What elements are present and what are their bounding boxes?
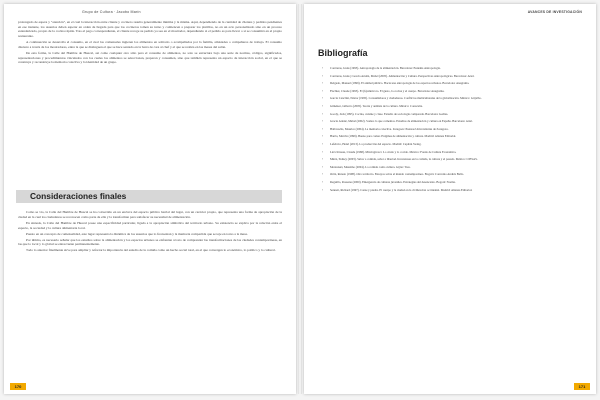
reference-item: • Mintz, Sidney (2003). Sabor a comida, sabor a libertad. Incursiones en la comida, la cultura y el pasado. México: CIESAS. bbox=[322, 157, 584, 161]
left-page bbox=[4, 4, 296, 394]
section-title: Consideraciones finales bbox=[30, 191, 127, 201]
conclusion-paragraph: Todo lo anterior finalmente sirve para ampliar y reforzar la importancia del estudio de la comida como un hecho social total, en el que convergen lo económico, lo político y lo cultural. bbox=[26, 248, 276, 253]
page-number: 171 bbox=[574, 383, 590, 390]
reference-item: • Lévi-Strauss, Claude (1968). Mitológicas I. Lo crudo y lo cocido. México: Fondo de Cultura Económica. bbox=[322, 150, 584, 154]
bibliography-title: Bibliografía bbox=[318, 48, 368, 58]
reference-item: • Gracia Arnáiz, Mabel (2002). Somos lo que comemos. Estudios de alimentación y cultura en España. Barcelona: Ariel. bbox=[322, 119, 584, 123]
left-running-head: Grupo de Cultura · Jacobo Marín bbox=[82, 10, 141, 14]
reference-item: • García Canclini, Néstor (1995). Consumidores y ciudadanos. Conflictos multiculturales de la globalización. México: Grijalbo. bbox=[322, 96, 584, 100]
reference-item: • Giménez, Gilberto (2005). Teoría y análisis de la cultura. México: Conaculta. bbox=[322, 104, 584, 108]
conclusion-paragraph: Por último, es necesario señalar que los estudios sobre la alimentación y los espacios urbanos se enfrentan al reto de comprender las transformaciones de las ciudades contemporáneas, en las que lo local y lo global se entrecruzan permanentemente. bbox=[18, 237, 282, 247]
reference-item: • Montanari, Massimo (2004). La comida como cultura. Gijón: Trea. bbox=[322, 165, 584, 169]
conclusion-paragraph: En síntesis, la Calle del Hambre de Huacal posee una especificidad particular, ligada a la apropiación simbólica del territorio urbano. Su existencia se explica por la relación entre el espacio, la sociedad y la cultura alimentaria local. bbox=[18, 220, 282, 230]
intro-paragraph: De esta forma, la Calle del Hambre de Huacal, así como cualquier otro sitio para el consumo de alimentos, no solo se estructura bajo una serie de normas, códigos, significados, representaciones y procedimientos vinculados con los cuales los alimentos se seleccionan, preparan y consumen, sino que también representa un espacio de interacción social, en el que se construye y reconstruye la memoria colectiva y la identidad de un grupo. bbox=[18, 51, 282, 65]
reference-item: • Contreras, Jesús (1993). Antropología de la alimentación. Barcelona: Eudema Antropología. bbox=[322, 66, 584, 70]
reference-item: • Sennett, Richard (1997). Carne y piedra. El cuerpo y la ciudad en la civilización occidental. Madrid: Alianza Editorial. bbox=[322, 188, 584, 192]
conclusions-text bbox=[18, 210, 282, 255]
reference-item: • Halbwachs, Maurice (2004). La memoria colectiva. Zaragoza: Prensas Universitarias de Zaragoza. bbox=[322, 127, 584, 131]
intro-text bbox=[18, 20, 282, 67]
page-number: 170 bbox=[10, 383, 26, 390]
right-page bbox=[304, 4, 596, 394]
intro-paragraph: prolongado de espera y "atención", en el cual la interacción entre cliente y cocinero resulta generalmente mínima y la misma. Aquí, dependiendo de la cantidad de clientes y pedidos pendientes en ese instante, los usuarios deben esperar en orden de llegada para que los cocineros tomen su turno y comiencen a preparar los platillos, no en un acto personalizado sino en un proceso estandarizado, propio de la cocina rápida. Tras el pago correspondiente, el cliente recoge su pedido ya sea en el mostrador, dependiendo si el pedido es para llevar o si se consumirá en el propio restaurante. bbox=[18, 20, 282, 39]
reference-item: • Fischler, Claude (1995). El (h)omnívoro. El gusto, la cocina y el cuerpo. Barcelona: Anagrama. bbox=[322, 89, 584, 93]
reference-item: • Lefebvre, Henri (2013). La producción del espacio. Madrid: Capitán Swing. bbox=[322, 142, 584, 146]
conclusion-paragraph: Como se vio, la Calle del Hambre de Huacal se ha convertido en un enclave del espacio público barrial del lugar, con un carácter propio, que representa una forma de apropiación de la ciudad en la cual los ciudadanos se reconocen como parte de ella y la transforman para satisfacer su necesidad de alimentación. bbox=[18, 210, 282, 219]
section-heading-bar bbox=[16, 190, 282, 203]
conclusion-paragraph: Puesto en un concepto de comensalidad, este lugar representa la dinámica de los usuarios que lo frecuentan y la memoria compartida que se teje en torno a la mesa. bbox=[26, 231, 248, 236]
book-gutter bbox=[298, 4, 302, 394]
reference-item: • Contreras, Jesús y Gracia Arnáiz, Mabel (2005). Alimentación y Cultura. Perspectivas Antropológicas. Barcelona: Ariel. bbox=[322, 74, 584, 78]
reference-item: • Ortiz, Renato (1998). Otro territorio. Ensayos sobre el mundo contemporáneo. Bogotá: Convenio Andrés Bello. bbox=[322, 172, 584, 176]
reference-item: • Reguillo, Rossana (2000). Emergencia de culturas juveniles. Estrategias del desencanto. Bogotá: Norma. bbox=[322, 180, 584, 184]
bibliography-list bbox=[322, 66, 584, 195]
intro-paragraph: A continuación se desarrolla el consumo, en el cual los comensales ingieren los alimentos en solitario o acompañados por la familia, amistades o compañeros de trabajo. El consumo discurre a través de los mostradores, entre la que se distinguen el que se hace sentado en la barra de cara al chef y el que se realiza en las mesas del salón. bbox=[18, 40, 282, 49]
reference-item: • Harris, Marvin (1999). Bueno para comer. Enigmas de alimentación y cultura. Madrid: Alianza Editorial. bbox=[322, 134, 584, 138]
reference-item: • Delgado, Manuel (1999). El animal público. Hacia una antropología de los espacios urbanos. Barcelona: Anagrama. bbox=[322, 81, 584, 85]
right-running-head: AVANCES DE INVESTIGACIÓN bbox=[527, 10, 582, 14]
reference-item: • Goody, Jack (1995). Cocina, cuisine y clase. Estudio de sociología comparada. Barcelona: Gedisa. bbox=[322, 112, 584, 116]
